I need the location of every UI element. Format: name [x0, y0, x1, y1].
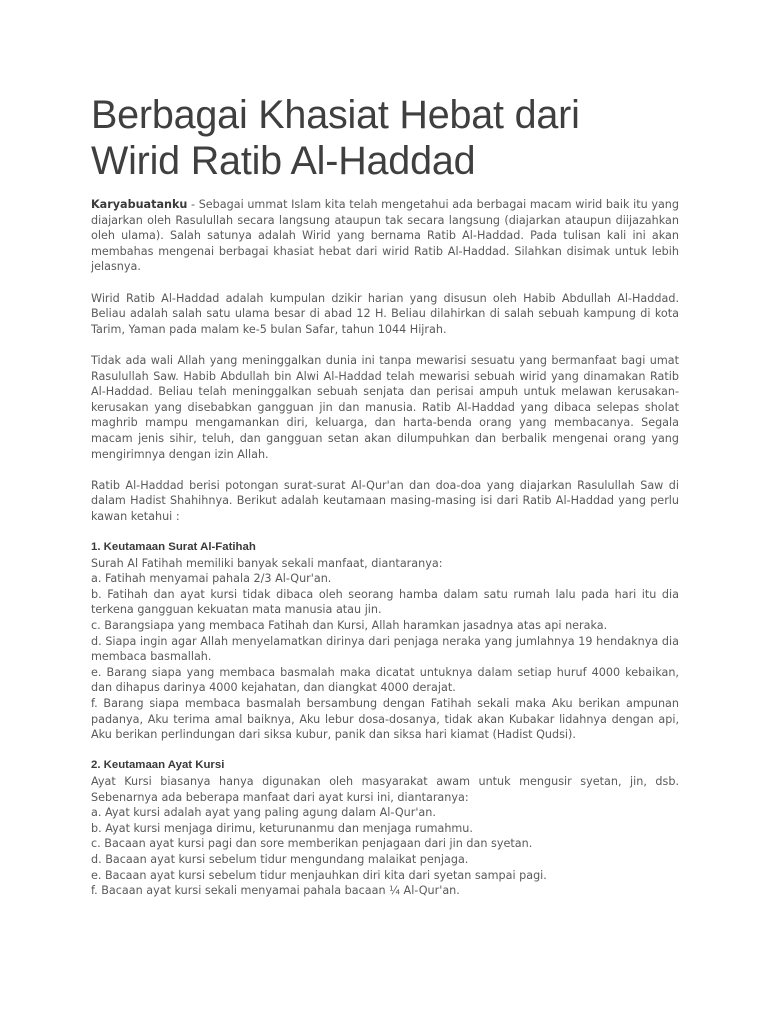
- intro-text: - Sebagai ummat Islam kita telah mengetahui ada berbagai macam wirid baik itu yang diajarkan oleh Rasulullah secara langsung ataupun tak secara langsung (diajarkan ataupun diijazahkan oleh ulama). Salah satunya adalah Wirid yang bernama Ratib Al-Haddad. Pada tulisan kali ini akan membahas mengenai berbagai khasiat hebat dari wirid Ratib Al-Haddad. Silahkan disimak untuk lebih jelasnya.: [91, 198, 679, 274]
- site-name: Karyabuatanku: [91, 198, 188, 211]
- list-item: c. Bacaan ayat kursi pagi dan sore memberikan penjagaan dari jin dan syetan.: [91, 837, 533, 851]
- section-heading-fatihah: 1. Keutamaan Surat Al-Fatihah: [91, 541, 256, 554]
- article: [91, 92, 679, 914]
- list-item: a. Fatihah menyamai pahala 2/3 Al-Qur'an.: [91, 572, 332, 586]
- list-item: c. Barangsiapa yang membaca Fatihah dan Kursi, Allah haramkan jasadnya atas api neraka.: [91, 619, 608, 633]
- list-item: d. Bacaan ayat kursi sebelum tidur mengundang malaikat penjaga.: [91, 852, 469, 866]
- list-item: b. Fatihah dan ayat kursi tidak dibaca oleh seorang hamba dalam satu rumah lalu pada hari itu dia terkena gangguan kekuatan mata manusia atau jin.: [91, 587, 679, 617]
- list-item: a. Ayat kursi adalah ayat yang paling agung dalam Al-Qur'an.: [91, 806, 436, 820]
- list-item: f. Barang siapa membaca basmalah bersambung dengan Fatihah sekali maka Aku berikan ampunan padanya, Aku terima amal baiknya, Aku lebur dosa-dosanya, tidak akan Kubakar lidahnya dengan api, Aku berikan perlindungan dari siksa kubur, panik dan siksa hari kiamat (Hadist Qudsi).: [91, 697, 679, 742]
- list-item: f. Bacaan ayat kursi sekali menyamai pahala bacaan ¼ Al-Qur'an.: [91, 884, 460, 898]
- list-item: e. Bacaan ayat kursi sebelum tidur menjauhkan diri kita dari syetan sampai pagi.: [91, 868, 547, 882]
- paragraph: Ratib Al-Haddad berisi potongan surat-surat Al-Qur'an dan doa-doa yang diajarkan Rasulullah Saw di dalam Hadist Shahihnya. Berikut adalah keutamaan masing-masing isi dari Ratib Al-Haddad yang perlu kawan ketahui :: [91, 478, 679, 523]
- fatihah-list: [91, 556, 679, 743]
- list-item: b. Ayat kursi menjaga dirimu, keturunanmu dan menjaga rumahmu.: [91, 821, 473, 835]
- list-intro: Surah Al Fatihah memiliki banyak sekali manfaat, diantaranya:: [91, 556, 443, 570]
- list-item: d. Siapa ingin agar Allah menyelamatkan dirinya dari penjaga neraka yang jumlahnya 19 hendaknya dia membaca basmallah.: [91, 634, 679, 664]
- intro-paragraph: [91, 197, 679, 275]
- paragraph: Tidak ada wali Allah yang meninggalkan dunia ini tanpa mewarisi sesuatu yang bermanfaat bagi umat Rasulullah Saw. Habib Abdullah bin Alwi Al-Haddad telah mewarisi sebuah wirid yang dinamakan Ratib Al-Haddad. Beliau telah meninggalkan sebuah senjata dan perisai ampuh untuk melawan kerusakan-kerusakan yang disebabkan gangguan jin dan manusia. Ratib Al-Haddad yang dibaca selepas sholat maghrib mampu mengamankan diri, keluarga, dan harta-benda orang yang membacanya. Segala macam jenis sihir, teluh, dan gangguan setan akan dilumpuhkan dan berbalik mengenai orang yang mengirimnya dengan izin Allah.: [91, 353, 679, 461]
- ayat-kursi-list: [91, 774, 679, 899]
- article-body: [91, 197, 679, 899]
- paragraph: Wirid Ratib Al-Haddad adalah kumpulan dzikir harian yang disusun oleh Habib Abdullah Al-Haddad. Beliau adalah salah satu ulama besar di abad 12 H. Beliau dilahirkan di salah sebuah kampung di kota Tarim, Yaman pada malam ke-5 bulan Safar, tahun 1044 Hijrah.: [91, 291, 679, 336]
- list-intro: Ayat Kursi biasanya hanya digunakan oleh masyarakat awam untuk mengusir syetan, jin, dsb. Sebenarnya ada beberapa manfaat dari ayat kursi ini, diantaranya:: [91, 774, 679, 804]
- article-title: Berbagai Khasiat Hebat dari Wirid Ratib Al-Haddad: [91, 93, 580, 183]
- section-heading-ayat-kursi: 2. Keutamaan Ayat Kursi: [91, 759, 225, 772]
- list-item: e. Barang siapa yang membaca basmalah maka dicatat untuknya dalam setiap huruf 4000 kebaikan, dan dihapus darinya 4000 kejahatan, dan diangkat 4000 derajat.: [91, 665, 679, 695]
